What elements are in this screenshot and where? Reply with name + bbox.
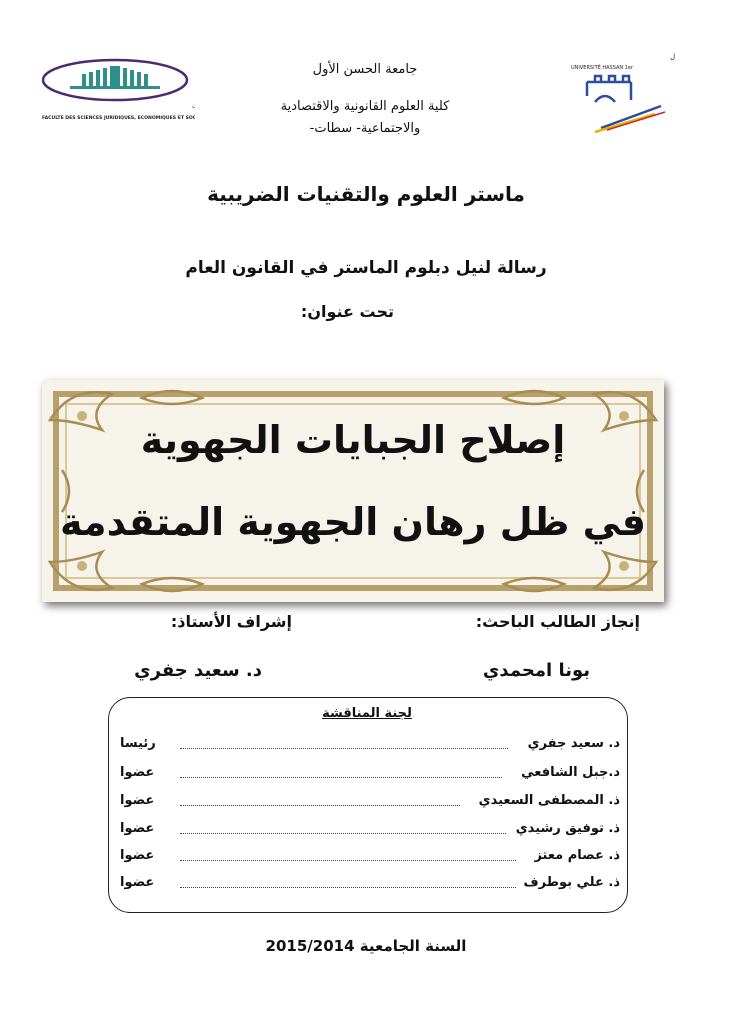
dotted-leader <box>180 860 516 861</box>
committee-title: لجنة المناقشة <box>322 706 412 721</box>
student-name: بونا امحمدي <box>482 660 590 681</box>
committee-row <box>120 848 620 868</box>
thesis-title-line-1: إصلاح الجبايات الجهوية <box>140 418 566 462</box>
committee-row <box>120 765 620 785</box>
committee-row <box>120 875 620 895</box>
university-logo <box>565 50 675 140</box>
dotted-leader <box>180 833 506 834</box>
member-role: عضوا <box>120 793 155 808</box>
dotted-leader <box>180 748 508 749</box>
faculty-logo <box>40 58 195 128</box>
faculty-name <box>270 96 460 140</box>
supervisor-label: إشراف الأستاذ: <box>170 612 292 631</box>
member-role: رئيسا <box>120 736 156 751</box>
thesis-title-line-2: في ظل رهان الجهوية المتقدمة <box>60 500 646 544</box>
member-name: ذ. علي بوطرف <box>523 875 620 890</box>
committee-row <box>120 821 620 841</box>
member-role: عضوا <box>120 875 155 890</box>
committee-row <box>120 736 620 756</box>
member-role: عضوا <box>120 848 155 863</box>
university-name: جامعة الحسن الأول <box>312 62 418 77</box>
dotted-leader <box>180 887 516 888</box>
member-name: ذ. عصام معتز <box>534 848 620 863</box>
under-title-label: تحت عنوان: <box>300 302 394 321</box>
title-frame <box>42 380 664 602</box>
master-program-title: ماستر العلوم والتقنيات الضريبية <box>207 182 525 206</box>
member-role: عضوا <box>120 765 155 780</box>
faculty-line-1: كلية العلوم القانونية والاقتصادية <box>280 99 450 114</box>
academic-year: السنة الجامعية 2015/2014 <box>265 937 467 955</box>
member-name: ذ. المصطفى السعيدي <box>478 793 620 808</box>
ornamental-border <box>42 380 664 602</box>
degree-statement: رسالة لنيل دبلوم الماستر في القانون العام <box>185 258 547 278</box>
member-role: عضوا <box>120 821 155 836</box>
researcher-label: إنجاز الطالب الباحث: <box>475 612 640 631</box>
member-name: ذ. توفيق رشيدي <box>515 821 620 836</box>
logo-left-french-text: FACULTE DES SCIENCES JURIDIQUES, ECONOMIQUES ET SOC <box>42 116 195 121</box>
logo-left-arabic-text <box>192 102 195 110</box>
faculty-line-2: والاجتماعية- سطات- <box>309 121 421 136</box>
logo-right-arabic-text: ل <box>670 53 675 61</box>
dotted-leader <box>180 777 502 778</box>
member-name: د.جبل الشافعي <box>521 765 620 780</box>
member-name: د. سعيد جفري <box>527 736 620 751</box>
committee-row <box>120 793 620 813</box>
logo-right-french-text: UNIVERSITÉ HASSAN 1er <box>571 65 634 71</box>
supervisor-name: د. سعيد جفري <box>134 660 262 681</box>
dotted-leader <box>180 805 460 806</box>
